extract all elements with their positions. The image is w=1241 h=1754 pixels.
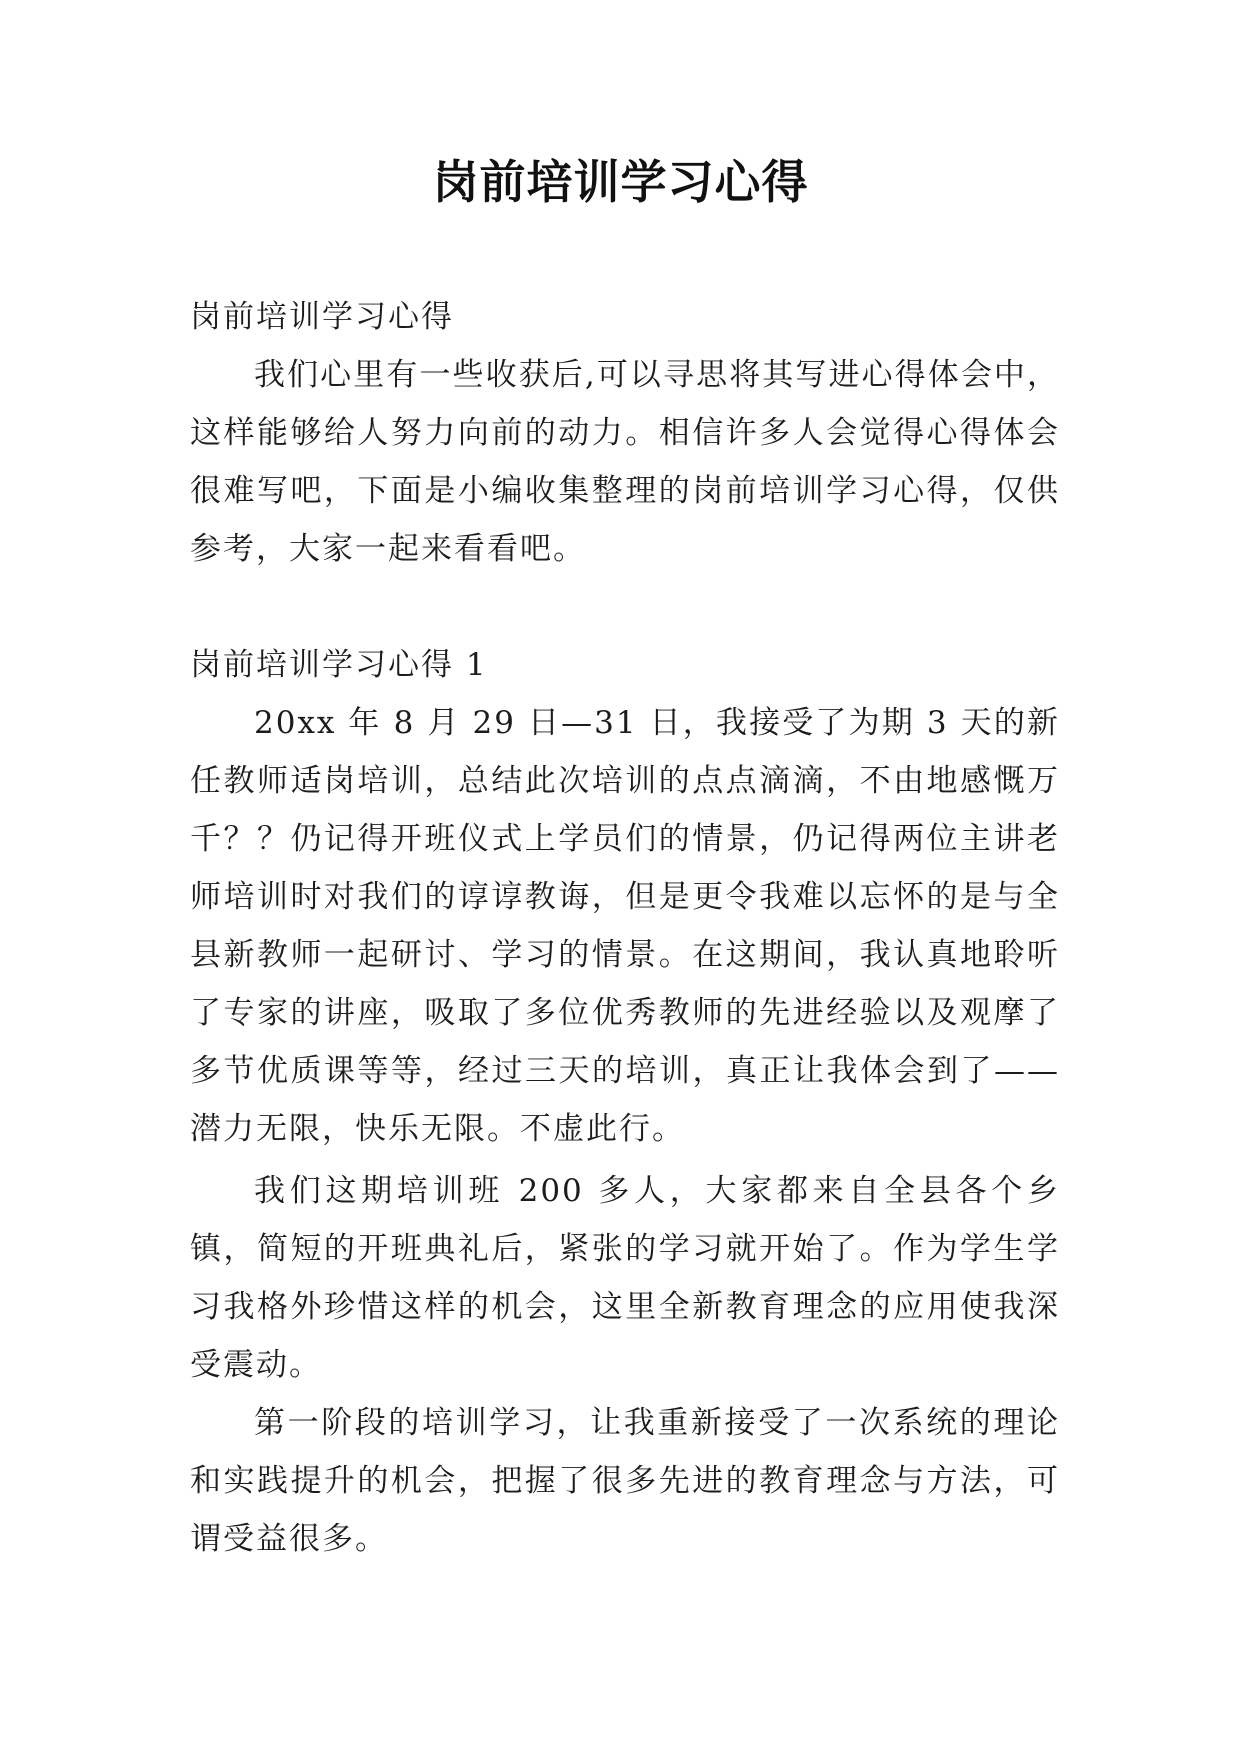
- section-1-paragraph-3: 第一阶段的培训学习，让我重新接受了一次系统的理论和实践提升的机会，把握了很多先进的教育理念与方法，可谓受益很多。: [190, 1405, 1060, 1557]
- intro-paragraph: 我们心里有一些收获后,可以寻思将其写进心得体会中，这样能够给人努力向前的动力。相信许多人会觉得心得体会很难写吧，下面是小编收集整理的岗前培训学习心得，仅供参考，大家一起来看看吧。: [190, 357, 1060, 567]
- section-1-paragraph-2: 我们这期培训班 200 多人，大家都来自全县各个乡镇，简短的开班典礼后，紧张的学习就开始了。作为学生学习我格外珍惜这样的机会，这里全新教育理念的应用使我深受震动。: [190, 1173, 1060, 1383]
- section-1-heading: 岗前培训学习心得 1: [190, 647, 488, 683]
- document-title: 岗前培训学习心得: [432, 155, 809, 209]
- intro-heading: 岗前培训学习心得: [190, 299, 454, 335]
- section-1-paragraph-1: 20xx 年 8 月 29 日—31 日，我接受了为期 3 天的新任教师适岗培训，总结此次培训的点点滴滴，不由地感慨万千？？仍记得开班仪式上学员们的情景，仍记得两位主讲老师培训时对我们的谆谆教诲，但是更令我难以忘怀的是与全县新教师一起研讨、学习的情景。在这期间，我认真地聆听了专家的讲座，吸取了多位优秀教师的先进经验以及观摩了多节优质课等等，经过三天的培训，真正让我体会到了——潜力无限，快乐无限。不虚此行。: [190, 705, 1060, 1147]
